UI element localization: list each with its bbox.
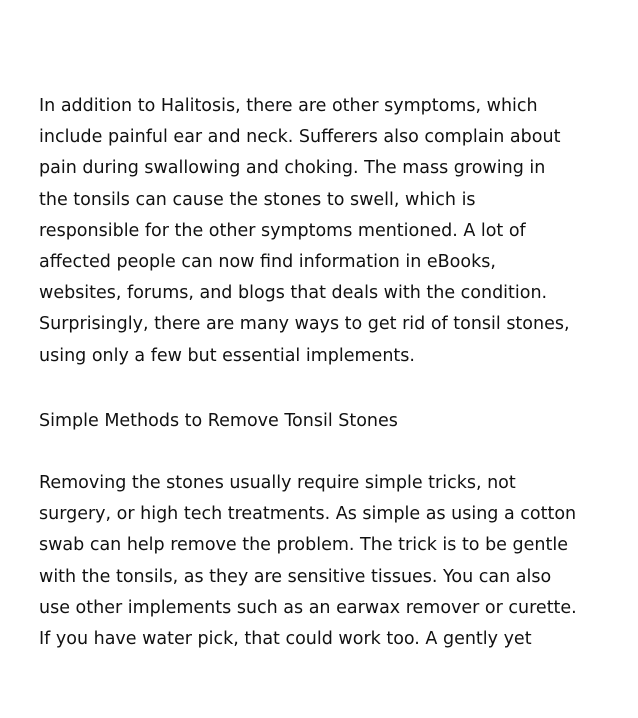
text-line: the tonsils can cause the stones to swell, which is xyxy=(39,189,476,210)
text-line: responsible for the other symptoms mentioned. A lot of xyxy=(39,220,526,241)
paragraph-removal-methods xyxy=(39,468,609,655)
text-line: with the tonsils, as they are sensitive tissues. You can also xyxy=(39,566,552,587)
text-line: Surprisingly, there are many ways to get rid of tonsil stones, xyxy=(39,314,570,335)
section-heading xyxy=(39,406,609,437)
text-line: In addition to Halitosis, there are other symptoms, which xyxy=(39,96,538,116)
text-line: affected people can now find information in eBooks, xyxy=(39,252,496,273)
text-line: surgery, or high tech treatments. As simple as using a cotton xyxy=(39,504,577,525)
text-line: use other implements such as an earwax remover or curette. xyxy=(39,597,577,618)
text-line: using only a few but essential implements. xyxy=(39,345,415,366)
text-line: pain during swallowing and choking. The mass growing in xyxy=(39,158,546,179)
text-line: Removing the stones usually require simple tricks, not xyxy=(39,473,516,493)
text-line: swab can help remove the problem. The trick is to be gentle xyxy=(39,535,568,556)
text-line: include painful ear and neck. Sufferers also complain about xyxy=(39,127,561,148)
text-line: websites, forums, and blogs that deals with the condition. xyxy=(39,283,548,304)
text-line: If you have water pick, that could work too. A gently yet xyxy=(39,629,532,650)
paragraph-symptoms xyxy=(39,91,609,372)
section-heading-text: Simple Methods to Remove Tonsil Stones xyxy=(39,411,398,431)
